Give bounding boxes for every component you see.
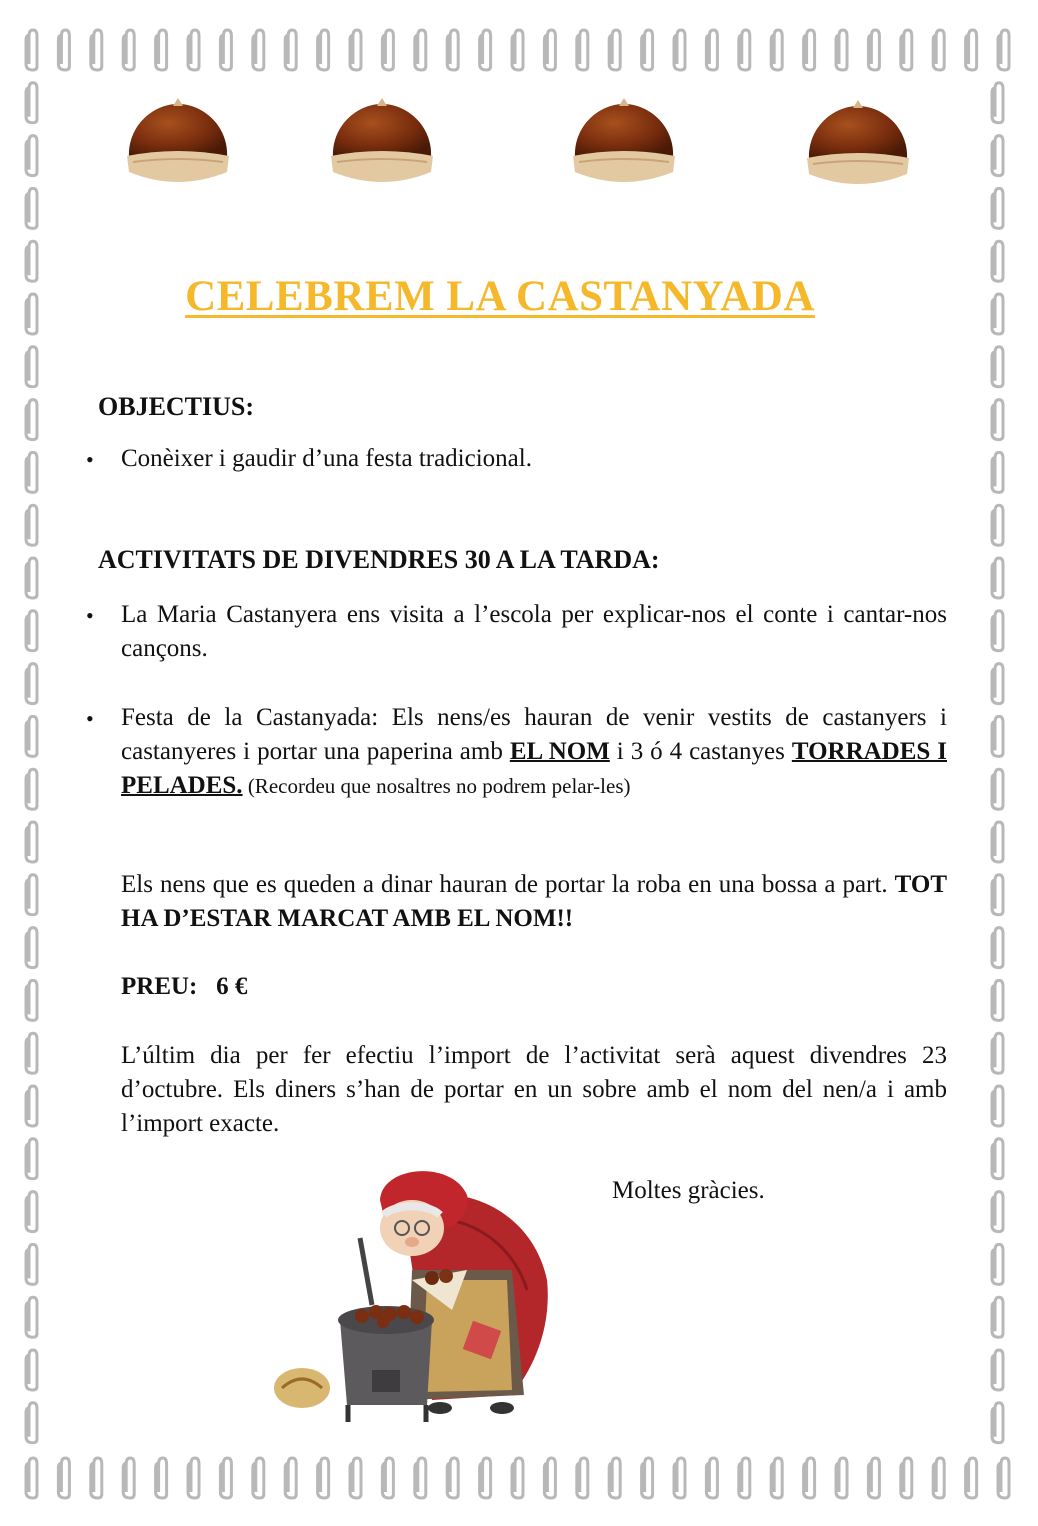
paperclip-icon (26, 664, 37, 704)
paperclip-icon (992, 1033, 1003, 1073)
paperclip-icon (674, 30, 685, 70)
paperclip-icon (285, 30, 296, 70)
paperclip-icon (480, 1458, 491, 1498)
price-line (121, 970, 947, 1004)
paperclip-icon (26, 30, 37, 70)
paperclip-icon (220, 1458, 231, 1498)
paperclip-icon (123, 1458, 134, 1498)
paperclip-icon (382, 30, 393, 70)
paperclip-icon (933, 30, 944, 70)
paperclip-icon (992, 769, 1003, 809)
paperclip-icon (26, 1192, 37, 1232)
paperclip-icon (350, 30, 361, 70)
paperclip-icon (992, 505, 1003, 545)
paperclip-icon (901, 30, 912, 70)
chestnut-icon (123, 96, 233, 192)
paperclip-icon (480, 30, 491, 70)
paperclip-icon (804, 30, 815, 70)
paperclip-icon (26, 1086, 37, 1126)
paperclip-icon (26, 980, 37, 1020)
paperclip-icon (26, 347, 37, 387)
paperclip-icon (26, 83, 37, 123)
paperclip-icon (26, 716, 37, 756)
objectives-heading: OBJECTIUS: (98, 392, 255, 421)
paperclip-icon (992, 1086, 1003, 1126)
paperclip-icon (415, 30, 426, 70)
paperclip-icon (253, 30, 264, 70)
name-emphasis: EL NOM (509, 738, 610, 765)
paperclip-icon (992, 1139, 1003, 1179)
price-value: 6 € (216, 973, 248, 1000)
paperclip-icon (992, 400, 1003, 440)
paperclip-icon (285, 1458, 296, 1498)
activity-text: i 3 ó 4 castanyes (609, 738, 792, 765)
paperclip-icon (26, 1244, 37, 1284)
activity-note: (Recordeu que nosaltres no podrem pelar-les) (242, 774, 631, 798)
page-title: CELEBREM LA CASTANYADA (185, 273, 815, 320)
paperclip-icon (156, 1458, 167, 1498)
paperclip-icon (26, 1033, 37, 1073)
paperclip-icon (447, 1458, 458, 1498)
paperclip-icon (609, 1458, 620, 1498)
paperclip-icon (26, 1458, 37, 1498)
paperclip-icon (415, 1458, 426, 1498)
paperclip-icon (674, 1458, 685, 1498)
paperclip-icon (26, 875, 37, 915)
paperclip-icon (992, 347, 1003, 387)
paperclip-icon (966, 1458, 977, 1498)
paperclip-icon (58, 1458, 69, 1498)
paperclip-icon (998, 1458, 1009, 1498)
paperclip-icon (123, 30, 134, 70)
paperclip-icon (992, 1192, 1003, 1232)
paperclip-icon (966, 30, 977, 70)
activity-text: Festa de la Castanyada: Els nens/es hauran de venir vestits de castanyers i castanyeres i portar una paperina amb (121, 704, 947, 765)
paperclip-icon (26, 928, 37, 968)
paperclip-icon (771, 30, 782, 70)
paperclip-icon (706, 30, 717, 70)
paperclip-icon (739, 1458, 750, 1498)
paperclip-icon (577, 1458, 588, 1498)
paperclip-icon (992, 980, 1003, 1020)
paperclip-icon (992, 822, 1003, 862)
paperclip-icon (26, 1403, 37, 1443)
paperclip-icon (156, 30, 167, 70)
paperclip-icon (642, 30, 653, 70)
paperclip-icon (318, 1458, 329, 1498)
chestnut-icon (327, 96, 437, 192)
paperclip-icon (220, 30, 231, 70)
paperclip-icon (992, 188, 1003, 228)
roasted-emphasis: TORRADES I PELADES. (121, 738, 947, 799)
paperclip-icon (544, 1458, 555, 1498)
paperclip-icon (992, 611, 1003, 651)
paperclip-icon (512, 30, 523, 70)
paperclip-icon (739, 30, 750, 70)
paperclip-icon (512, 1458, 523, 1498)
paperclip-icon (91, 1458, 102, 1498)
paperclip-icon (998, 30, 1009, 70)
chestnut-icon (569, 96, 679, 192)
paperclip-icon (992, 928, 1003, 968)
paperclip-icon (26, 188, 37, 228)
paperclip-icon (382, 1458, 393, 1498)
paperclip-icon (992, 1244, 1003, 1284)
paperclip-icon (992, 83, 1003, 123)
paperclip-icon (992, 136, 1003, 176)
paperclip-icon (933, 1458, 944, 1498)
paperclip-icon (447, 30, 458, 70)
paperclip-icon (868, 1458, 879, 1498)
bullet-icon: • (86, 706, 94, 731)
paperclip-icon (26, 558, 37, 598)
paperclip-icon (771, 1458, 782, 1498)
paperclip-icon (26, 452, 37, 492)
paperclip-icon (836, 30, 847, 70)
paperclip-icon (253, 1458, 264, 1498)
bullet-icon: • (86, 603, 94, 628)
paperclip-icon (992, 558, 1003, 598)
maria-castanyera-illustration (262, 1160, 562, 1430)
activity-item-visit: La Maria Castanyera ens visita a l’escola per explicar-nos el conte i cantar-nos cançons. (121, 601, 947, 662)
paperclip-icon (992, 716, 1003, 756)
activities-heading: ACTIVITATS DE DIVENDRES 30 A LA TARDA: (98, 545, 660, 574)
paperclip-icon (992, 664, 1003, 704)
paperclip-icon (58, 30, 69, 70)
paperclip-icon (868, 30, 879, 70)
paperclip-icon (836, 1458, 847, 1498)
paperclip-icon (26, 136, 37, 176)
bullet-icon: • (86, 447, 94, 472)
activity-item-party (121, 701, 947, 803)
paperclip-icon (992, 452, 1003, 492)
lunch-paragraph (121, 868, 947, 936)
paperclip-icon (706, 1458, 717, 1498)
paperclip-icon (642, 1458, 653, 1498)
paperclip-icon (901, 1458, 912, 1498)
paperclip-icon (91, 30, 102, 70)
paperclip-icon (26, 1350, 37, 1390)
paperclip-icon (26, 1297, 37, 1337)
objectives-item: Conèixer i gaudir d’una festa tradicional. (121, 445, 532, 472)
paperclip-icon (26, 769, 37, 809)
chestnut-icon (803, 98, 913, 194)
paperclip-icon (609, 30, 620, 70)
paperclip-icon (26, 505, 37, 545)
paperclip-icon (992, 1403, 1003, 1443)
paperclip-icon (318, 30, 329, 70)
paperclip-icon (992, 1297, 1003, 1337)
paperclip-icon (992, 1350, 1003, 1390)
paperclip-icon (26, 1139, 37, 1179)
paperclip-icon (544, 30, 555, 70)
thanks-text: Moltes gràcies. (612, 1177, 765, 1204)
paperclip-icon (804, 1458, 815, 1498)
lunch-emphasis: TOT HA D’ESTAR MARCAT AMB EL NOM!! (121, 871, 947, 932)
paperclip-icon (577, 30, 588, 70)
price-label: PREU: (121, 973, 198, 1000)
paperclip-icon (350, 1458, 361, 1498)
paperclip-icon (26, 611, 37, 651)
paperclip-icon (188, 30, 199, 70)
paperclip-icon (26, 822, 37, 862)
lunch-text: Els nens que es queden a dinar hauran de portar la roba en una bossa a part. (121, 871, 895, 898)
paperclip-icon (26, 400, 37, 440)
paperclip-icon (992, 875, 1003, 915)
paperclip-icon (188, 1458, 199, 1498)
payment-paragraph: L’últim dia per fer efectiu l’import de l’activitat serà aquest divendres 23 d’octubre. Els diners s’han de portar en un sobre amb el nom del nen/a i amb l’import exacte. (121, 1042, 947, 1137)
